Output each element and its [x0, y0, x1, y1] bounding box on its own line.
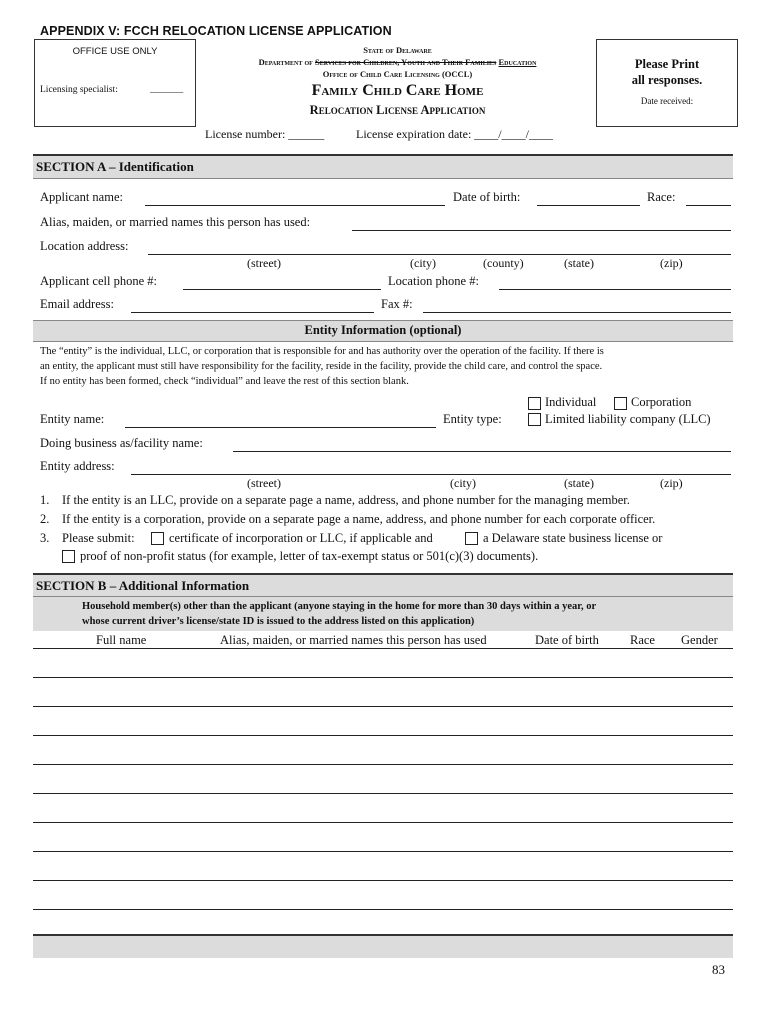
entity-title: Entity Information (optional) — [304, 323, 462, 337]
office-use-title: OFFICE USE ONLY — [72, 46, 158, 57]
item-2-number: 2. — [40, 512, 50, 526]
race-label: Race: — [647, 190, 676, 204]
entity-type-label: Entity type: — [443, 412, 502, 426]
agency-department: Department of Services for Children, Youth and Their Families Education — [258, 57, 537, 67]
household-row[interactable] — [33, 677, 733, 678]
location-address-label: Location address: — [40, 239, 129, 253]
form-title: Family Child Care Home — [311, 82, 484, 99]
column-gender: Gender — [681, 633, 718, 647]
entity-name-label: Entity name: — [40, 412, 105, 426]
certificate-label: certificate of incorporation or LLC, if applicable and — [169, 531, 433, 545]
licensing-specialist-label: Licensing specialist: — [40, 85, 118, 95]
address-hint-street: (street) — [247, 256, 281, 270]
entity-description: The “entity” is the individual, LLC, or corporation that is responsible for and has authority over the operation of the facility. If there is an entity, the applicant must still have responsibility for the facility, reside in the facility, provide the child care, and control the space. If no entity has been formed, check “individual” and leave the rest of this section blank. — [40, 346, 604, 387]
business-license-checkbox[interactable] — [465, 532, 478, 545]
section-b-title: SECTION B – Additional Information — [36, 578, 250, 593]
entity-address-hint-state: (state) — [564, 476, 594, 490]
household-row[interactable] — [33, 735, 733, 736]
appendix-title: APPENDIX V: FCCH RELOCATION LICENSE APPLICATION — [40, 24, 392, 38]
non-profit-label: proof of non-profit status (for example, letter of tax-exempt status or 501(c)(3) documents). — [80, 549, 539, 563]
race-field[interactable] — [686, 205, 731, 206]
date-of-birth-field[interactable] — [537, 205, 640, 206]
household-row[interactable] — [33, 706, 733, 707]
entity-address-field[interactable] — [131, 474, 731, 475]
certificate-checkbox[interactable] — [151, 532, 164, 545]
entity-address-label: Entity address: — [40, 459, 115, 473]
form-subtitle: Relocation License Application — [309, 103, 486, 117]
email-label: Email address: — [40, 297, 114, 311]
non-profit-checkbox[interactable] — [62, 550, 75, 563]
agency-state: State of Delaware — [363, 45, 432, 55]
licensing-specialist-field[interactable]: _______ — [150, 85, 184, 95]
fax-field[interactable] — [423, 312, 731, 313]
license-expiration-field[interactable]: License expiration date: ____/____/____ — [356, 127, 553, 141]
column-date-of-birth: Date of birth — [535, 633, 599, 647]
item-1-number: 1. — [40, 493, 50, 507]
individual-checkbox[interactable] — [528, 397, 541, 410]
column-race: Race — [630, 633, 655, 647]
fax-label: Fax #: — [381, 297, 413, 311]
llc-label: Limited liability company (LLC) — [545, 412, 711, 426]
alias-label: Alias, maiden, or married names this person has used: — [40, 215, 311, 229]
license-number-field[interactable]: License number: ______ — [205, 127, 325, 141]
entity-address-hint-city: (city) — [450, 476, 476, 490]
date-of-birth-label: Date of birth: — [453, 190, 521, 204]
date-received-label: Date received: — [640, 96, 694, 106]
cell-phone-label: Applicant cell phone #: — [40, 274, 157, 288]
address-hint-city: (city) — [410, 256, 436, 270]
household-row[interactable] — [33, 851, 733, 852]
household-row[interactable] — [33, 880, 733, 881]
dba-label: Doing business as/facility name: — [40, 436, 203, 450]
applicant-name-label: Applicant name: — [40, 190, 123, 204]
struck-department-name: Services for Children, Youth and Their Families — [314, 57, 497, 67]
column-header-rule — [33, 648, 733, 649]
item-1-text: If the entity is an LLC, provide on a separate page a name, address, and phone number for the managing member. — [62, 493, 630, 507]
cell-phone-field[interactable] — [183, 289, 381, 290]
business-license-label: a Delaware state business license or — [483, 531, 663, 545]
section-a-title: SECTION A – Identification — [36, 159, 194, 174]
entity-address-hint-zip: (zip) — [660, 476, 683, 490]
email-field[interactable] — [131, 312, 374, 313]
item-3-label: Please submit: — [62, 531, 135, 545]
department-education: Education — [498, 57, 537, 67]
entity-name-field[interactable] — [125, 427, 436, 428]
column-alias: Alias, maiden, or married names this person has used — [220, 633, 487, 647]
address-hint-county: (county) — [483, 256, 524, 270]
item-3-number: 3. — [40, 531, 50, 545]
location-address-field[interactable] — [148, 254, 731, 255]
household-row[interactable] — [33, 764, 733, 765]
location-phone-field[interactable] — [499, 289, 731, 290]
household-instructions: Household member(s) other than the applicant (anyone staying in the home for more than 30 days within a year, or whose current driver’s license/state ID is issued to the address listed on this application) — [82, 601, 597, 627]
item-2-text: If the entity is a corporation, provide on a separate page a name, address, and phone number for each corporate officer. — [62, 512, 656, 526]
household-row[interactable] — [33, 822, 733, 823]
individual-label: Individual — [545, 395, 597, 409]
llc-checkbox[interactable] — [528, 413, 541, 426]
entity-address-hint-street: (street) — [247, 476, 281, 490]
alias-field[interactable] — [352, 230, 731, 231]
print-instructions: Please Print all responses. — [631, 57, 703, 87]
dba-field[interactable] — [233, 451, 731, 452]
household-row[interactable] — [33, 793, 733, 794]
corporation-label: Corporation — [631, 395, 692, 409]
address-hint-state: (state) — [564, 256, 594, 270]
agency-office: Office of Child Care Licensing (OCCL) — [322, 69, 473, 79]
corporation-checkbox[interactable] — [614, 397, 627, 410]
column-full-name: Full name — [96, 633, 147, 647]
household-row[interactable] — [33, 909, 733, 910]
address-hint-zip: (zip) — [660, 256, 683, 270]
location-phone-label: Location phone #: — [388, 274, 479, 288]
section-b-footer-bar — [33, 934, 733, 958]
applicant-name-field[interactable] — [145, 205, 445, 206]
page-number: 83 — [712, 962, 725, 977]
